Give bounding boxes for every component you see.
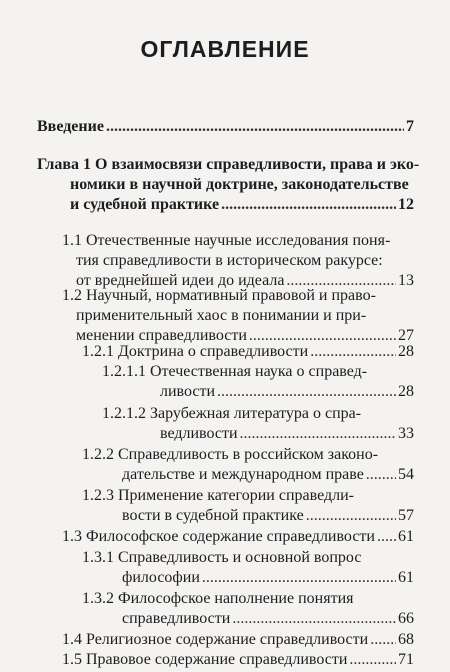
page-number: 54	[398, 466, 414, 483]
page-title: ОГЛАВЛЕНИЕ	[140, 36, 310, 62]
entry-label: от вреднейшей идеи до идеала	[76, 272, 285, 289]
page-number: 7	[406, 118, 414, 135]
page-number: 33	[398, 425, 414, 442]
entry-label: Глава 1 О взаимосвязи справедливости, права и эко-	[37, 156, 420, 173]
page-number: 57	[398, 507, 414, 524]
toc-entry-1-2-1	[82, 342, 414, 362]
entry-label: 1.2.1.1 Отечественная наука о справед-	[102, 363, 368, 380]
dot-leader	[240, 424, 396, 444]
page-number: 27	[398, 327, 414, 344]
page-number: 28	[398, 383, 414, 400]
dot-leader	[232, 609, 396, 629]
entry-label: менении справедливости	[76, 327, 247, 344]
dot-leader	[221, 195, 396, 215]
entry-label: 1.3.1 Справедливость и основной вопрос	[82, 549, 362, 566]
page-number: 68	[398, 631, 414, 648]
page-number: 12	[398, 196, 414, 213]
dot-leader	[202, 568, 396, 588]
entry-label: 1.2.3 Применение категории справедли-	[82, 487, 354, 504]
dot-leader	[349, 650, 396, 670]
entry-label: 1.2.1 Доктрина о справедливости	[82, 343, 309, 360]
toc-entry-1-2-1-1	[102, 362, 414, 402]
dot-leader	[106, 117, 404, 137]
toc-entry-1-4	[62, 630, 414, 650]
entry-label: ведливости	[160, 425, 238, 442]
entry-label: и судебной практике	[70, 196, 220, 213]
entry-label: 1.1 Отечественные научные исследования поня-	[62, 232, 391, 249]
entry-label: справедливости	[122, 610, 231, 627]
dot-leader	[306, 506, 396, 526]
toc-entry-1-1	[62, 231, 414, 291]
entry-label: Введение	[37, 118, 104, 135]
entry-label: 1.3.2 Философское наполнение понятия	[82, 590, 354, 607]
dot-leader	[377, 527, 396, 547]
page-number: 28	[398, 343, 414, 360]
dot-leader	[366, 465, 396, 485]
dot-leader	[370, 630, 396, 650]
toc-entry-1-3-1	[82, 548, 414, 588]
entry-label: 1.2.2 Справедливость в российском законо-	[82, 446, 379, 463]
entry-label: дательстве и международном праве	[122, 466, 364, 483]
page-number: 61	[398, 528, 414, 545]
dot-leader	[310, 342, 396, 362]
toc-entry-1-2-2	[82, 445, 414, 485]
toc-entry-1-2	[62, 286, 414, 346]
entry-label: вости в судебной практике	[122, 507, 304, 524]
toc-entry-1-3-2	[82, 589, 414, 629]
entry-label: 1.3 Философское содержание справедливости	[62, 528, 375, 545]
entry-label: тия справедливости в историческом ракурсе:	[76, 252, 383, 269]
entry-label: применительный хаос в понимании и при-	[76, 307, 367, 324]
toc-entry-1-5	[62, 650, 414, 670]
page-number: 61	[398, 569, 414, 586]
entry-label: 1.2.1.2 Зарубежная литература о спра-	[102, 405, 362, 422]
entry-label: 1.2 Научный, нормативный правовой и право-	[62, 287, 376, 304]
entry-label: 1.4 Религиозное содержание справедливости	[62, 631, 369, 648]
entry-label: 1.5 Правовое содержание справедливости	[62, 651, 348, 668]
toc-entry-intro	[37, 117, 414, 137]
page-number: 66	[398, 610, 414, 627]
toc-entry-1-3	[62, 527, 414, 547]
entry-label: ливости	[160, 383, 216, 400]
page-number: 13	[398, 272, 414, 289]
page-number: 71	[398, 651, 414, 668]
toc-entry-1-2-1-2	[102, 404, 414, 444]
toc-entry-1-2-3	[82, 486, 414, 526]
toc-entry-chapter-1	[37, 155, 420, 215]
dot-leader	[217, 382, 396, 402]
entry-label: номики в научной доктрине, законодательстве	[70, 176, 409, 193]
entry-label: философии	[122, 569, 200, 586]
